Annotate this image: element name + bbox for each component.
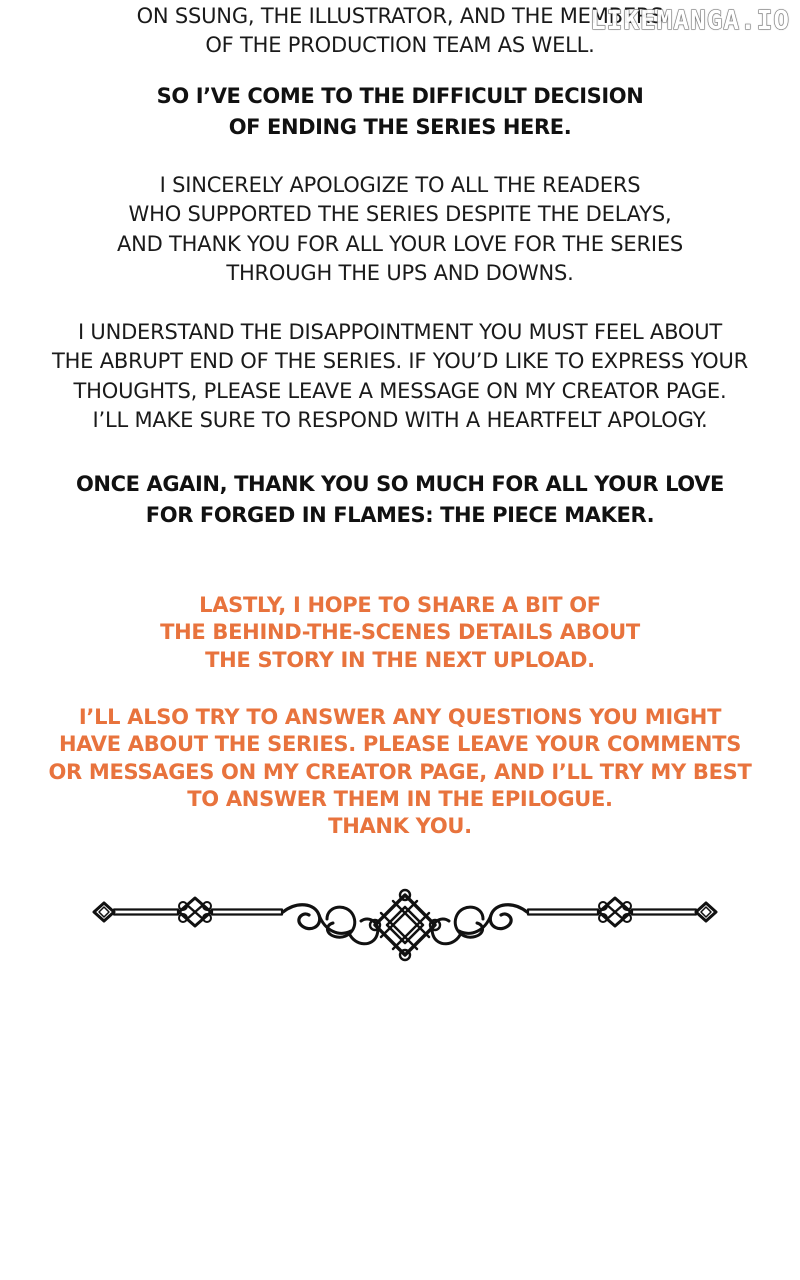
celtic-knot-divider-icon	[90, 887, 720, 967]
text-line: WHO SUPPORTED THE SERIES DESPITE THE DELAYS,	[128, 202, 672, 227]
text-line: LASTLY, I HOPE TO SHARE A BIT OF	[199, 593, 601, 617]
text-line: SO I’VE COME TO THE DIFFICULT DECISION	[156, 84, 644, 108]
paragraph-behind-scenes	[0, 592, 800, 674]
site-watermark: LIKEMANGA.IO	[590, 6, 790, 36]
text-line: OF ENDING THE SERIES HERE.	[228, 115, 572, 139]
text-line: THE BEHIND-THE-SCENES DETAILS ABOUT	[160, 620, 640, 645]
text-line: ON SSUNG, THE ILLUSTRATOR, AND THE MEMBERS	[136, 4, 664, 28]
text-line: AND THANK YOU FOR ALL YOUR LOVE FOR THE SERIES	[116, 231, 684, 256]
text-line: TO ANSWER THEM IN THE EPILOGUE.	[187, 786, 613, 811]
text-line: THOUGHTS, PLEASE LEAVE A MESSAGE ON MY CREATOR PAGE.	[73, 378, 727, 403]
text-line: OR MESSAGES ON MY CREATOR PAGE, AND I’LL TRY MY BEST	[48, 759, 752, 784]
text-line: FOR FORGED IN FLAMES: THE PIECE MAKER.	[145, 503, 655, 527]
text-line: THE ABRUPT END OF THE SERIES. IF YOU’D LIKE TO EXPRESS YOUR	[51, 349, 749, 374]
text-line: I’LL MAKE SURE TO RESPOND WITH A HEARTFELT APOLOGY.	[92, 407, 708, 432]
text-line: I UNDERSTAND THE DISAPPOINTMENT YOU MUST FEEL ABOUT	[77, 320, 723, 344]
text-line: HAVE ABOUT THE SERIES. PLEASE LEAVE YOUR COMMENTS	[58, 732, 742, 757]
paragraph-apology	[0, 171, 800, 288]
paragraph-decision	[0, 81, 800, 143]
text-line: THANK YOU.	[328, 814, 472, 839]
paragraph-thanks	[0, 469, 800, 531]
text-line: ONCE AGAIN, THANK YOU SO MUCH FOR ALL YOUR LOVE	[75, 472, 724, 496]
paragraph-disappointment	[0, 318, 800, 435]
text-line: OF THE PRODUCTION TEAM AS WELL.	[205, 33, 595, 58]
text-line: I SINCERELY APOLOGIZE TO ALL THE READERS	[159, 173, 641, 197]
text-line: THROUGH THE UPS AND DOWNS.	[226, 260, 574, 285]
paragraph-questions	[0, 704, 800, 840]
text-line: I’LL ALSO TRY TO ANSWER ANY QUESTIONS YOU MIGHT	[78, 705, 722, 729]
text-line: THE STORY IN THE NEXT UPLOAD.	[205, 647, 595, 672]
